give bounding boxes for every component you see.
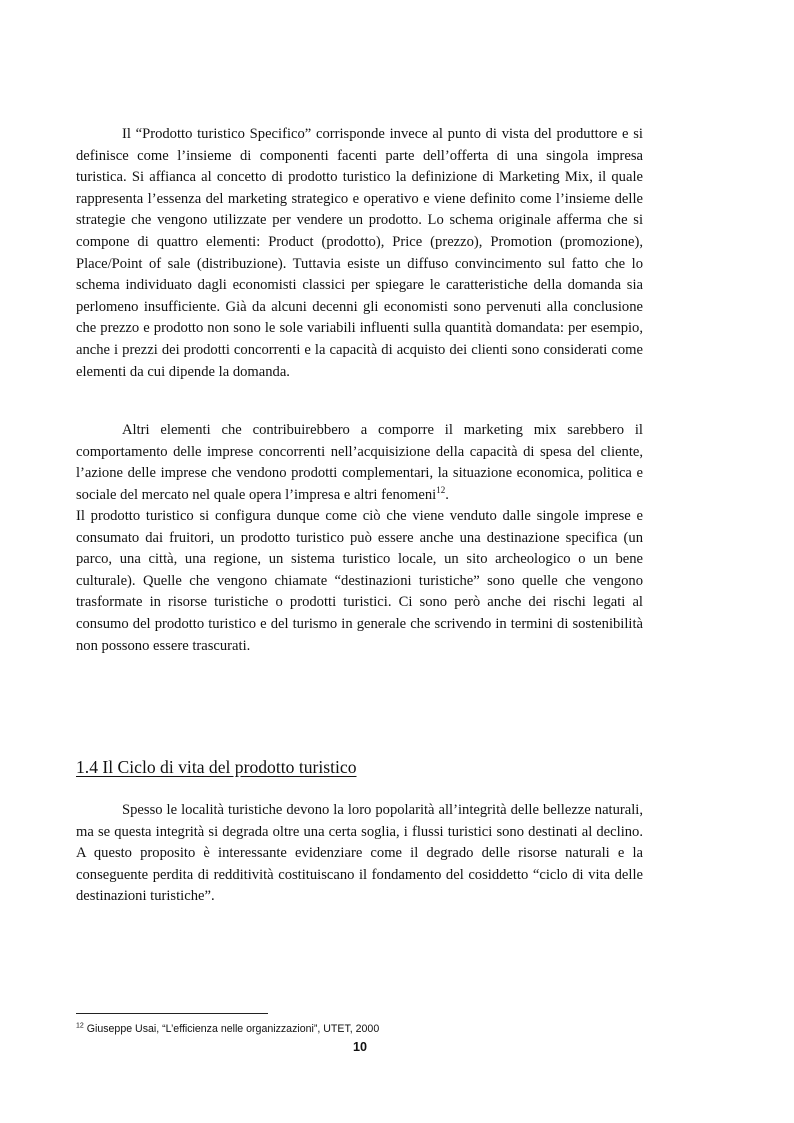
paragraph-text: Spesso le località turistiche devono la loro popolarità all’integrità delle bellezze naturali, ma se questa integrità si degrada oltre una certa soglia, i flussi turistici sono destinati al declino. A questo proposito è interessante evidenziare come il degrado delle risorse naturali e la conseguente perdita di redditività costituiscano il fondamento del cosiddetto “ciclo di vita delle destinazioni turistiche”.: [76, 802, 643, 905]
footnote-text: Giuseppe Usai, “L’efficienza nelle organizzazioni”, UTET, 2000: [86, 1023, 380, 1035]
section-heading: 1.4 Il Ciclo di vita del prodotto turistico: [76, 757, 357, 777]
paragraph-text: Altri elementi che contribuirebbero a comporre il marketing mix sarebbero il comportamento delle imprese concorrenti nell’acquisizione della capacità di spesa del cliente, l’azione delle imprese che vendono prodotti complementari, la situazione economica, politica e sociale del mercato nel quale opera l’impresa e altri fenomeni: [76, 422, 643, 503]
paragraph-prodotto-specifico: [76, 124, 643, 383]
paragraph-text: Il prodotto turistico si configura dunque come ciò che viene venduto dalle singole imprese e consumato dai fruitori, un prodotto turistico può essere anche una destinazione specifica (un parco, una città, una regione, un sistema turistico locale, un sito archeologico o un bene culturale). Quelle che vengono chiamate “destinazioni turistiche” sono quelle che vengono trasformate in risorse turistiche o prodotti turistici. Ci sono però anche dei rischi legati al consumo del prodotto turistico e del turismo in generale che scrivendo in termini di sostenibilità non possono essere trascurati.: [76, 508, 643, 654]
paragraph-prodotto-turistico: [76, 506, 643, 657]
footnote: [76, 1022, 379, 1036]
paragraph-ciclo-di-vita: [76, 800, 643, 908]
paragraph-text: Il “Prodotto turistico Specifico” corrisponde invece al punto di vista del produttore e si definisce come l’insieme di componenti facenti parte dell’offerta di una singola impresa turistica. Si affianca al concetto di prodotto turistico la definizione di Marketing Mix, il quale rappresenta l’essenza del marketing strategico e operativo e viene definito come l’insieme delle strategie che vengono utilizzate per vendere un prodotto. Lo schema originale afferma che si compone di quattro elementi: Product (prodotto), Price (prezzo), Promotion (promozione), Place/Point of sale (distribuzione). Tuttavia esiste un diffuso convincimento sul fatto che lo schema individuato dagli economisti classici per spiegare le caratteristiche della domanda sia perlomeno insufficiente. Già da alcuni decenni gli economisti sono pervenuti alla conclusione che prezzo e prodotto non sono le sole variabili influenti sulla quantità domandata: per esempio, anche i prezzi dei prodotti concorrenti e la capacità di acquisto dei clienti sono considerati come elementi da cui dipende la domanda.: [76, 126, 643, 380]
paragraph-marketing-mix-elements: [76, 420, 643, 506]
footnote-reference[interactable]: 12: [436, 484, 446, 495]
footnote-number: 12: [76, 1022, 84, 1030]
paragraph-end-punctuation: .: [445, 486, 449, 503]
page-number: 10: [352, 1040, 367, 1054]
footnote-divider: [76, 1013, 268, 1014]
